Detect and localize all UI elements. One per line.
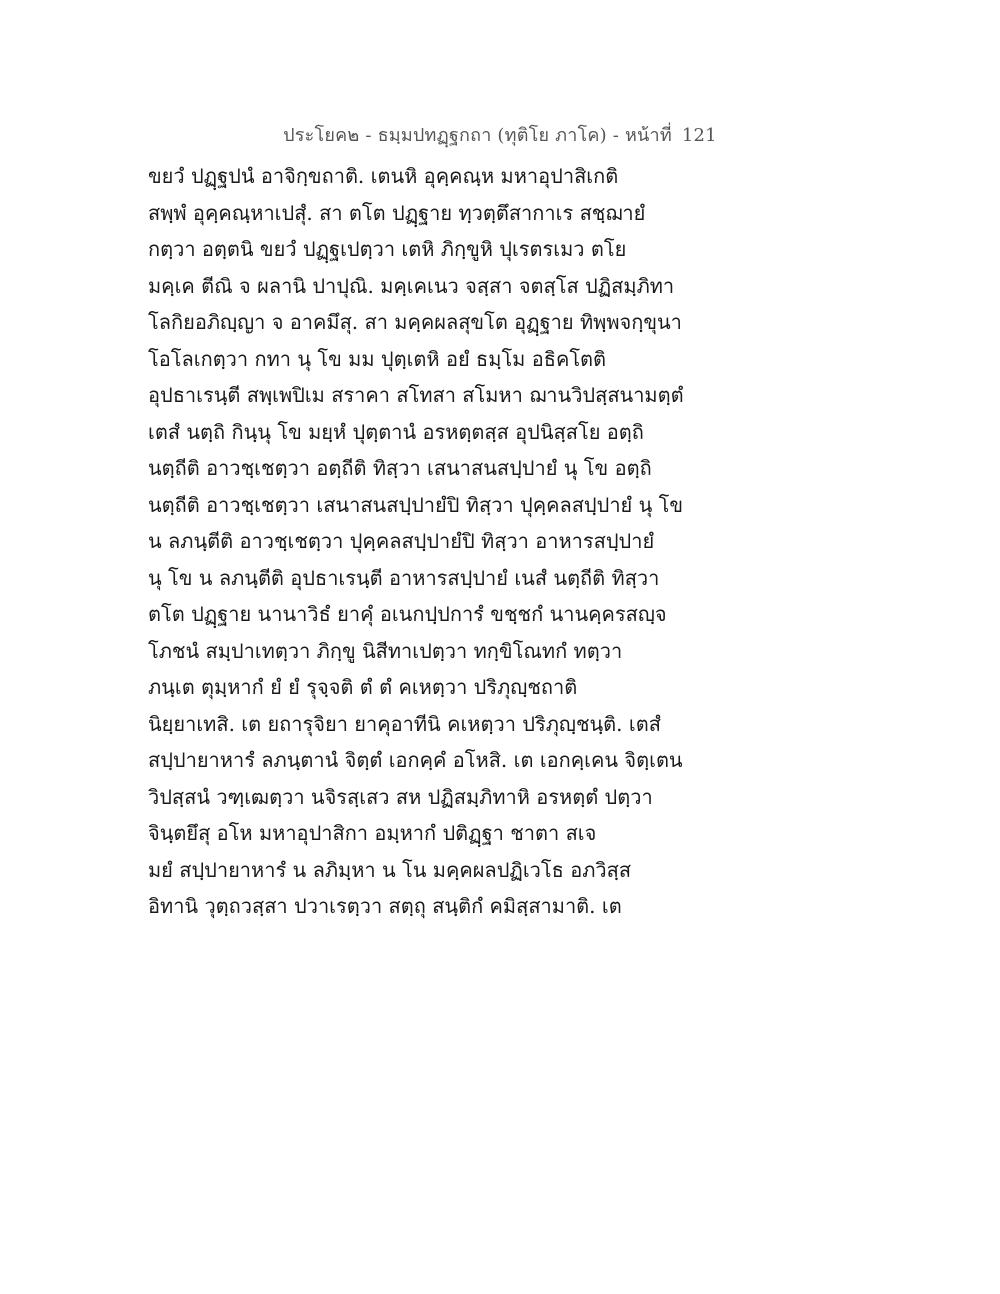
page-number: 121 xyxy=(681,125,717,146)
text-line: โภชนํ สมฺปาเทตฺวา ภิกฺขู นิสีทาเปตฺวา ทกฺขิโณทกํ ทตฺวา xyxy=(148,638,623,663)
page-title: ประโยค๒ - ธมฺมปทฏฺฐกถา (ทุติโย ภาโค) - หน้าที่ xyxy=(283,125,672,146)
text-line: นุ โข น ลภนฺตีติ อุปธาเรนฺตี อาหารสปฺปายํ เนสํ นตฺถีติ ทิสฺวา xyxy=(148,565,660,590)
text-line: อุปธาเรนฺตี สพฺเพปิเม สราคา สโทสา สโมหา ฌานวิปสฺสนามตฺตํ xyxy=(148,383,684,407)
text-line: สพฺพํ อุคฺคณฺหาเปสุํ. สา ตโต ปฏฺฐาย ทฺวตฺตึสากาเร สชฺฌายํ xyxy=(148,200,646,225)
text-line: โอโลเกตฺวา กทา นุ โข มม ปุตฺเตหิ อยํ ธมฺโม อธิคโตติ xyxy=(148,346,607,371)
text-line: นิยฺยาเทสิ. เต ยถารุจิยา ยาคุอาทีนิ คเหตฺวา ปริภุญฺชนฺติ. เตสํ xyxy=(148,711,661,736)
text-line: อิทานิ วุตฺถวสฺสา ปวาเรตฺวา สตฺถุ สนฺติกํ คมิสฺสามาติ. เต xyxy=(148,894,622,918)
text-line: ขยวํ ปฏฺฐปนํ อาจิกฺขถาติ. เตนหิ อุคฺคณฺห มหาอุปาสิเกติ xyxy=(148,164,619,188)
text-line: จินฺตยึสุ อโห มหาอุปาสิกา อมฺหากํ ปติฏฺฐา ชาตา สเจ xyxy=(148,821,597,845)
text-line: น ลภนฺตีติ อาวชฺเชตฺวา ปุคฺคลสปฺปายํปิ ทิสฺวา อาหารสปฺปายํ xyxy=(148,529,655,553)
body-text xyxy=(148,158,868,925)
text-line: มคฺเค ตีณิ จ ผลานิ ปาปุณิ. มคฺเคเนว จสฺสา จตสฺโส ปฏิสมฺภิทา xyxy=(148,273,675,298)
text-line: สปฺปายาหารํ ลภนฺตานํ จิตฺตํ เอกคฺคํ อโหสิ. เต เอกคฺเคน จิตฺเตน xyxy=(148,748,683,772)
text-line: กตฺวา อตฺตนิ ขยวํ ปฏฺฐเปตฺวา เตหิ ภิกฺขูหิ ปุเรตรเมว ตโย xyxy=(148,237,627,261)
text-line: นตฺถีติ อาวชฺเชตฺวา เสนาสนสปฺปายํปิ ทิสฺวา ปุคฺคลสปฺปายํ นุ โข xyxy=(148,492,684,517)
text-line: เตสํ นตฺถิ กินฺนุ โข มยฺหํ ปุตฺตานํ อรหตฺตสฺส อุปนิสฺสโย อตฺถิ xyxy=(148,419,644,444)
text-line: โลกิยอภิญฺญา จ อาคมึสุ. สา มคฺคผลสุขโต อุฏฺฐาย ทิพฺพจกฺขุนา xyxy=(148,310,682,334)
text-line: ภนฺเต ตุมฺหากํ ยํ ยํ รุจฺจติ ตํ ตํ คเหตฺวา ปริภุญฺชถาติ xyxy=(148,675,578,699)
text-line: นตฺถีติ อาวชฺเชตฺวา อตฺถีติ ทิสฺวา เสนาสนสปฺปายํ นุ โข อตฺถิ xyxy=(148,456,652,480)
page-header xyxy=(0,120,1000,149)
text-line: มยํ สปฺปายาหารํ น ลภิมฺหา น โน มคฺคผลปฏิเวโธ อภวิสฺส xyxy=(148,857,632,882)
text-line: วิปสฺสนํ วฑฺเฒตฺวา นจิรสฺเสว สห ปฏิสมฺภิทาหิ อรหตฺตํ ปตฺวา xyxy=(148,784,653,809)
text-line: ตโต ปฏฺฐาย นานาวิธํ ยาคุํ อเนกปฺปการํ ขชฺชกํ นานคฺครสญฺจ xyxy=(148,602,667,626)
